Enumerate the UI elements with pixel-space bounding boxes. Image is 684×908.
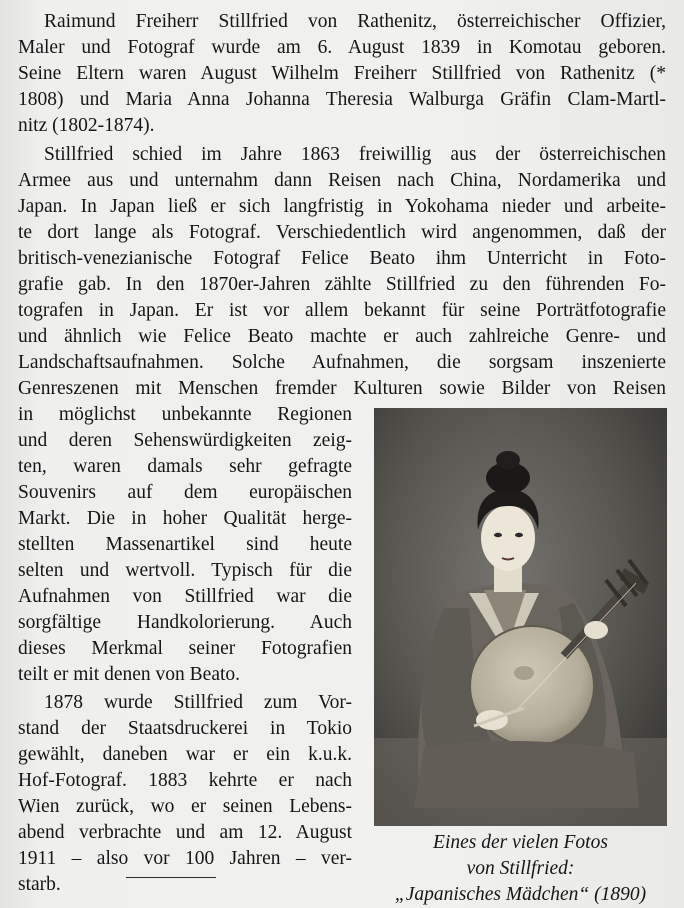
figure-caption-line: „Japanisches Mädchen“ (1890)	[394, 884, 647, 905]
text-line: Hof-Fotograf. 1883 kehrte er nach	[18, 770, 352, 791]
text-line: stellten Massenartikel sind heute	[18, 534, 352, 555]
text-line: Wien zurück, wo er seinen Lebens-	[18, 796, 352, 817]
text-line: 1911 – also vor 100 Jahren – ver-	[18, 848, 352, 869]
text-line: Seine Eltern waren August Wilhelm Freiherr Stillfried von Rathenitz (*	[18, 63, 666, 84]
text-line: Armee aus und unternahm dann Reisen nach China, Nordamerika und	[18, 170, 666, 191]
text-line: sorgfältige Handkolorierung. Auch	[18, 612, 352, 633]
text-line: selten und wertvoll. Typisch für die	[18, 560, 352, 581]
text-line: 1878 wurde Stillfried zum Vor-	[44, 692, 352, 713]
text-line: Maler und Fotograf wurde am 6. August 1839 in Komotau geboren.	[18, 37, 666, 58]
text-line: stand der Staatsdruckerei in Tokio	[18, 718, 352, 739]
text-line: grafie gab. In den 1870er-Jahren zählte Stillfried zu den führenden Fo-	[18, 274, 666, 295]
text-line: dieses Merkmal seiner Fotografien	[18, 638, 352, 659]
text-line: Landschaftsaufnahmen. Solche Aufnahmen, die sorgsam inszenierte	[18, 352, 666, 373]
text-line: tografen in Japan. Er ist vor allem bekannt für seine Porträtfotografie	[18, 300, 666, 321]
figure-caption-line: von Stillfried:	[466, 858, 575, 879]
text-line: ten, waren damals sehr gefragte	[18, 456, 352, 477]
text-line: in möglichst unbekannte Regionen	[18, 404, 352, 425]
text-line: Raimund Freiherr Stillfried von Rathenitz, österreichischer Offizier,	[44, 11, 666, 32]
text-line: Aufnahmen von Stillfried war die	[18, 586, 352, 607]
text-line: Japan. In Japan ließ er sich langfristig in Yokohama nieder und arbeite-	[18, 196, 666, 217]
text-line: abend verbrachte und am 12. August	[18, 822, 352, 843]
text-line: britisch-venezianische Fotograf Felice Beato ihm Unterricht in Foto-	[18, 248, 666, 269]
text-line: und ähnlich wie Felice Beato machte er auch zahlreiche Genre- und	[18, 326, 666, 347]
text-line: und deren Sehenswürdigkeiten zeig-	[18, 430, 352, 451]
text-line: nitz (1802-1874).	[18, 115, 155, 136]
text-line: te dort lange als Fotograf. Verschiedentlich wird angenommen, daß der	[18, 222, 666, 243]
text-line: gewählt, daneben war er ein k.u.k.	[18, 744, 352, 765]
text-line: 1808) und Maria Anna Johanna Theresia Walburga Gräfin Clam-Martl-	[18, 89, 666, 110]
photograph-japanese-girl	[374, 408, 667, 826]
text-line: teilt er mit denen von Beato.	[18, 664, 241, 685]
section-divider	[126, 877, 216, 878]
figure-caption-line: Eines der vielen Fotos	[433, 832, 608, 853]
text-line: Stillfried schied im Jahre 1863 freiwillig aus der österreichischen	[44, 144, 666, 165]
text-line: starb.	[18, 874, 61, 895]
text-line: Markt. Die in hoher Qualität herge-	[18, 508, 352, 529]
text-line: Genreszenen mit Menschen fremder Kulturen sowie Bilder von Reisen	[18, 378, 666, 399]
text-line: Souvenirs auf dem europäischen	[18, 482, 352, 503]
